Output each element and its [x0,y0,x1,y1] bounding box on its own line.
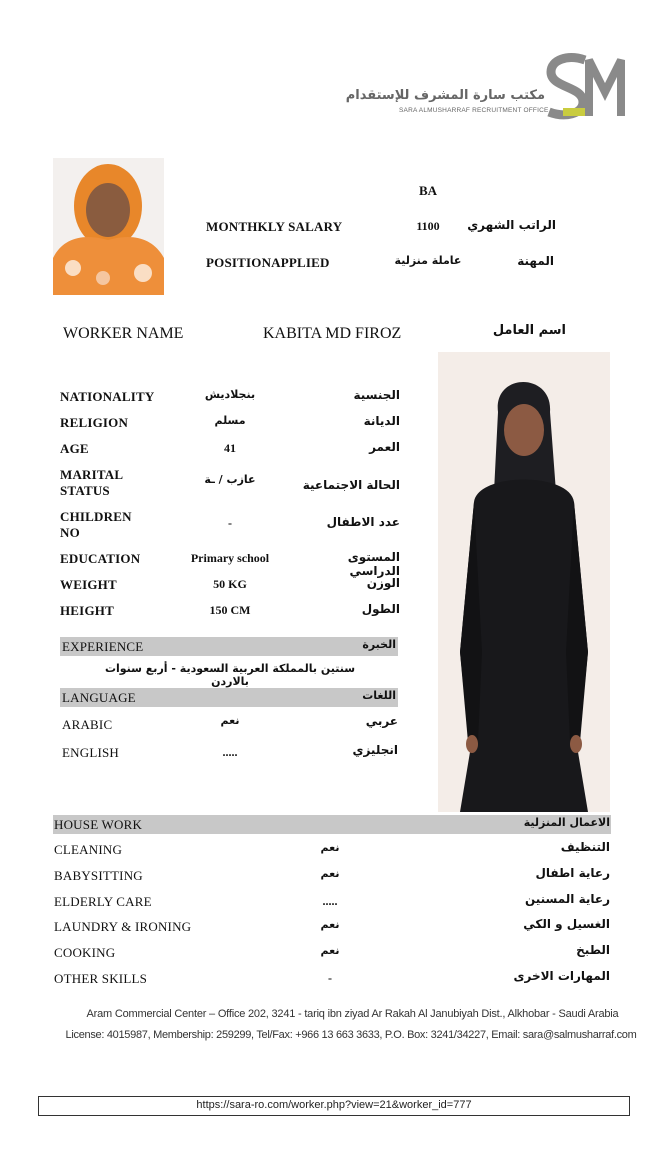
elderly-care-value: ..... [322,894,338,908]
nationality-label: NATIONALITY [60,389,155,404]
cooking-label-ar: الطبخ [576,943,610,957]
office-name-ar: مكتب سارة المشرف للإستقدام [345,88,545,103]
children-no-value: - [228,516,232,530]
religion-label-ar: الديانة [363,414,400,428]
english-label-ar: انجليزي [352,743,398,757]
cooking-value: نعم [320,944,340,957]
nationality-value: بنجلاديش [204,388,256,401]
babysitting-label-ar: رعاية اطفال [535,866,610,880]
cooking-label: COOKING [54,945,116,960]
housework-label-ar: الاعمال المنزلية [523,816,610,829]
laundry-ironing-value: نعم [320,918,340,931]
experience-label: EXPERIENCE [62,639,144,654]
cleaning-label: CLEANING [54,842,123,857]
laundry-ironing-label-ar: الغسيل و الكي [523,917,610,931]
height-label-ar: الطول [361,602,400,616]
laundry-ironing-label: LAUNDRY & IRONING [54,919,192,934]
education-value: Primary school [190,551,270,565]
salary-label: MONTHKLY SALARY [206,219,343,234]
worker-photo-large [438,352,610,812]
religion-value: مسلم [214,414,246,427]
language-label: LANGUAGE [62,690,136,705]
arabic-label-ar: عربي [365,714,398,728]
children-no-label-ar: عدد الاطفال [326,515,400,529]
english-label: ENGLISH [62,745,120,760]
cleaning-label-ar: التنظيف [560,840,610,854]
position-value: عاملة منزلية [394,254,462,267]
nationality-label-ar: الجنسية [353,388,400,402]
other-skills-label: OTHER SKILLS [54,971,148,986]
other-skills-value: - [328,971,332,985]
education-label: EDUCATION [60,551,141,566]
weight-value: 50 KG [213,577,247,591]
marital-status-label-ar: الحالة الاجتماعية [302,478,400,492]
age-value: 41 [224,441,236,455]
worker-name-label-ar: اسم العامل [492,323,566,338]
children-no-label: CHILDREN NO [60,509,132,540]
worker-name-value: KABITA MD FIROZ [263,325,402,342]
salary-label-ar: الراتب الشهري [467,218,556,232]
height-value: 150 CM [209,603,251,617]
worker-code: BA [418,183,438,198]
religion-label: RELIGION [60,415,129,430]
footer-license: License: 4015987, Membership: 259299, Tel/Fax: +966 13 663 3633, P.O. Box: 3241/34227, Email: sara@salmusharraf.com [65,1029,637,1041]
elderly-care-label: ELDERLY CARE [54,894,152,909]
arabic-value: نعم [220,714,240,727]
worker-name-label: WORKER NAME [63,325,184,342]
logo [345,52,630,124]
other-skills-label-ar: المهارات الاخرى [513,969,610,983]
footer-address: Aram Commercial Center – Office 202, 3241 - tariq ibn ziyad Ar Rakah Al Janubiyah Dist., Alkhobar - Saudi Arabia [86,1008,619,1020]
arabic-label: ARABIC [62,717,113,732]
height-label: HEIGHT [60,603,114,618]
weight-label: WEIGHT [60,577,117,592]
age-label: AGE [60,441,89,456]
position-label: POSITIONAPPLIED [206,255,330,270]
language-label-ar: اللغات [362,689,396,702]
age-label-ar: العمر [369,440,400,454]
sm-logo-mark [545,52,630,122]
worker-photo-small [53,158,164,295]
housework-label: HOUSE WORK [54,817,143,832]
experience-label-ar: الخبرة [362,638,396,651]
cleaning-value: نعم [320,841,340,854]
education-label-ar: المستوى الدراسي [347,550,400,578]
worker-url-link[interactable]: https://sara-ro.com/worker.php?view=21&worker_id=777 [196,1099,472,1111]
position-label-ar: المهنة [517,254,554,268]
weight-label-ar: الوزن [366,576,400,590]
babysitting-label: BABYSITTING [54,868,143,883]
english-value: ..... [222,745,238,759]
experience-text: سنتين بالمملكة العربية السعودية - أربع سنوات بالاردن [104,662,356,688]
elderly-care-label-ar: رعاية المسنين [524,892,610,906]
office-name-en: SARA ALMUSHARRAF RECRUITMENT OFFICE [399,107,549,114]
salary-value: 1100 [416,219,440,233]
marital-status-label: MARITAL STATUS [60,467,123,498]
babysitting-value: نعم [320,867,340,880]
marital-status-value: عازب / ـة [204,473,256,486]
